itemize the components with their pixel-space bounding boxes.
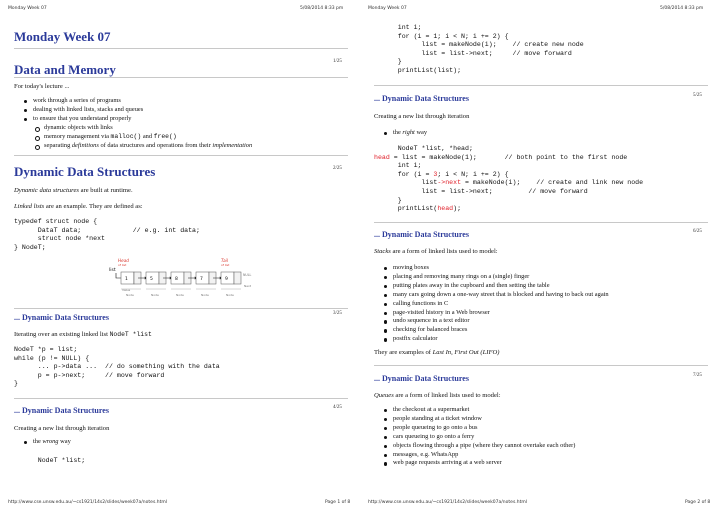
em-text: Stacks: [374, 248, 391, 255]
head-label: Head: [118, 258, 129, 263]
code-highlight: 3: [433, 170, 438, 178]
slide2-line2: [14, 202, 143, 211]
code-inline: free(): [153, 132, 177, 140]
plain-text: way: [58, 438, 71, 445]
sub-bullet-text: and: [141, 132, 154, 140]
slide2-title: Dynamic Data Structures: [14, 164, 156, 179]
slide7-bullets: [382, 406, 575, 468]
slide1-bullets: [22, 97, 252, 150]
list-item: placing and removing many rings on a (single) finger: [382, 273, 609, 282]
list-item: [22, 124, 252, 133]
list-item: the checkout at a supermarket: [382, 406, 575, 415]
slide5-title: ... Dynamic Data Structures: [374, 94, 469, 103]
header-time: 5/08/2014 8:33 pm: [300, 6, 344, 11]
divider: [374, 365, 708, 366]
code-line: ; i < N; i += 2) {: [437, 170, 509, 178]
slide7-title: ... Dynamic Data Structures: [374, 374, 469, 383]
list-item: calling functions in C: [382, 300, 609, 309]
slide1-num: 1/25: [333, 59, 342, 64]
slide4-num: 4/25: [333, 405, 342, 410]
sub-bullet-text: of data structures and operations from their: [98, 141, 213, 149]
node-value: 7: [200, 277, 203, 282]
sub-bullet-text: memory management via: [44, 132, 111, 140]
slide3-code: NodeT *p = list; while (p != NULL) { ... p->data ... // do something with the data p = p->next; // move forward }: [14, 346, 220, 388]
slide5-num: 5/25: [693, 93, 702, 98]
value-field-label: Value: [122, 288, 131, 292]
plain-text: Iterating over an existing linked list: [14, 331, 110, 338]
code-line: );: [453, 205, 462, 213]
code-inline: NodeT *list: [109, 331, 152, 338]
node: [221, 272, 241, 284]
list-item: postfix calculator: [382, 335, 609, 344]
code-line: = makeNode(i); // create and link new node: [461, 179, 644, 187]
sub-bullet-text: separating: [44, 141, 72, 149]
slide4-bullets: [22, 438, 71, 447]
slide3-intro: [14, 330, 152, 339]
node-value: 9: [225, 277, 228, 282]
slide4-code: NodeT *list;: [14, 457, 86, 464]
head-sub-label: of list: [118, 263, 127, 267]
divider: [14, 308, 348, 309]
list-item: moving boxes: [382, 264, 609, 273]
divider: [14, 398, 348, 399]
code-inline: malloc(): [110, 132, 142, 140]
em-text: Linked lists: [14, 203, 45, 210]
list-item: to ensure that you understand properly: [22, 115, 252, 124]
node-value: 8: [175, 277, 178, 282]
footer-page: Page 1 of 8: [325, 500, 351, 505]
list-item: checking for balanced braces: [382, 326, 609, 335]
em-text: wrong: [42, 438, 59, 445]
node-value: 1: [125, 277, 128, 282]
header-title: Monday Week 07: [368, 6, 407, 11]
slide4-title: ... Dynamic Data Structures: [14, 406, 109, 415]
code-highlight: head: [374, 153, 390, 161]
slide2-line1: [14, 186, 133, 195]
list-item: [382, 129, 427, 138]
divider: [14, 77, 348, 78]
slide7-intro: [374, 391, 501, 400]
footer-url: http://www.cse.unsw.edu.au/~cs1921/14s2/slides/week07a/notes.html: [368, 500, 527, 505]
plain-text: are a form of linked lists used to model:: [393, 392, 501, 399]
em-text: Queues: [374, 392, 394, 399]
tail-sub-label: of list: [221, 263, 230, 267]
node-label: Node: [201, 293, 209, 297]
list-item: [22, 133, 252, 142]
plain-text: are built at runtime.: [78, 187, 133, 194]
em-text: right: [402, 129, 415, 136]
slide6-outro: [374, 348, 499, 357]
linked-list-diagram: [108, 256, 278, 300]
code-line: = list = makeNode(1); // both point to the first node: [389, 153, 628, 161]
slide6-intro: [374, 247, 498, 256]
sub-bullet-em: implementation: [212, 141, 253, 149]
plain-text: way: [414, 129, 428, 136]
list-pointer-label: list: [109, 268, 116, 273]
slide2-num: 2/25: [333, 166, 342, 171]
divider: [14, 155, 348, 156]
list-item: [22, 438, 71, 447]
slide4-intro: Creating a new list through iteration: [14, 425, 110, 432]
node-value: 5: [150, 277, 153, 282]
header-time: 5/08/2014 8:33 pm: [660, 6, 704, 11]
slide1-intro: For today's lecture ...: [14, 83, 70, 90]
slide5-code: [374, 145, 643, 214]
footer-page: Page 2 of 8: [685, 500, 711, 505]
node-label: Node: [226, 293, 234, 297]
list-item: web page requests arriving at a web server: [382, 459, 575, 468]
footer-url: http://www.cse.unsw.edu.au/~cs1921/14s2/slides/week07a/notes.html: [8, 500, 167, 505]
slide5-bullets: [382, 129, 427, 138]
next-field-label: Next: [244, 284, 251, 288]
divider: [374, 85, 708, 86]
em-text: Dynamic data structures: [14, 187, 79, 194]
code-line: list: [374, 179, 438, 187]
code-highlight: ->next: [437, 179, 462, 187]
code-line: printList(: [374, 205, 438, 213]
slide1-title: Data and Memory: [14, 62, 116, 77]
plain-text: are a form of linked lists used to model:: [390, 248, 498, 255]
slide5-intro: Creating a new list through iteration: [374, 113, 470, 120]
slide6-title: ... Dynamic Data Structures: [374, 230, 469, 239]
null-label: NULL: [243, 273, 252, 277]
list-item: dealing with linked lists, stacks and queues: [22, 106, 252, 115]
page-right: [360, 0, 720, 510]
list-item: people queueing to go onto a bus: [382, 424, 575, 433]
list-item: messages, e.g. WhatsApp: [382, 451, 575, 460]
list-item: work through a series of programs: [22, 97, 252, 106]
list-item: people standing at a ticket window: [382, 415, 575, 424]
slide6-bullets: [382, 264, 609, 344]
divider: [374, 222, 708, 223]
code-line: list = list->next; // move forward: [374, 187, 588, 195]
code-line: for (i =: [374, 170, 434, 178]
slide3-title: ... Dynamic Data Structures: [14, 313, 109, 322]
node-label: Node: [151, 293, 159, 297]
code-highlight: head: [437, 205, 454, 213]
node-label: Node: [176, 293, 184, 297]
header-title: Monday Week 07: [8, 6, 47, 11]
slide3-num: 3/25: [333, 311, 342, 316]
list-item: undo sequence in a text editor: [382, 317, 609, 326]
list-item: [22, 142, 252, 151]
list-item: putting plates away in the cupboard and then setting the table: [382, 282, 609, 291]
slide2-code: typedef struct node { DataT data; // e.g. int data; struct node *next } NodeT;: [14, 218, 200, 251]
plain-text: are an example. They are defined as:: [44, 203, 143, 210]
list-item: objects flowing through a pipe (where they cannot overtake each other): [382, 442, 575, 451]
list-item: page-visited history in a Web browser: [382, 309, 609, 318]
plain-text: the: [393, 129, 403, 136]
list-item: many cars going down a one-way street that is blocked and having to back out again: [382, 291, 609, 300]
list-item: cars queueing to go onto a ferry: [382, 433, 575, 442]
list-pointer-arrow: [116, 273, 121, 278]
code-line: NodeT *list, *head;: [374, 145, 473, 152]
plain-text: They are examples of: [374, 349, 433, 356]
divider: [14, 48, 348, 49]
slide6-num: 6/25: [693, 229, 702, 234]
code-continued: int i; for (i = 1; i < N; i += 2) { list = makeNode(i); // create new node list = list->next; // move forward } printList(list);: [397, 24, 584, 74]
slide7-num: 7/25: [693, 373, 702, 378]
tail-label: Tail: [221, 258, 229, 263]
sub-bullet-em: definitions: [71, 141, 99, 149]
plain-text: the: [33, 438, 43, 445]
em-text: Last In, First Out (LIFO): [432, 349, 500, 356]
code-line: }: [374, 196, 402, 204]
node-label: Node: [126, 293, 134, 297]
sub-bullet-text: dynamic objects with links: [44, 123, 113, 131]
main-title: Monday Week 07: [14, 29, 111, 44]
code-line: int i;: [374, 162, 422, 170]
